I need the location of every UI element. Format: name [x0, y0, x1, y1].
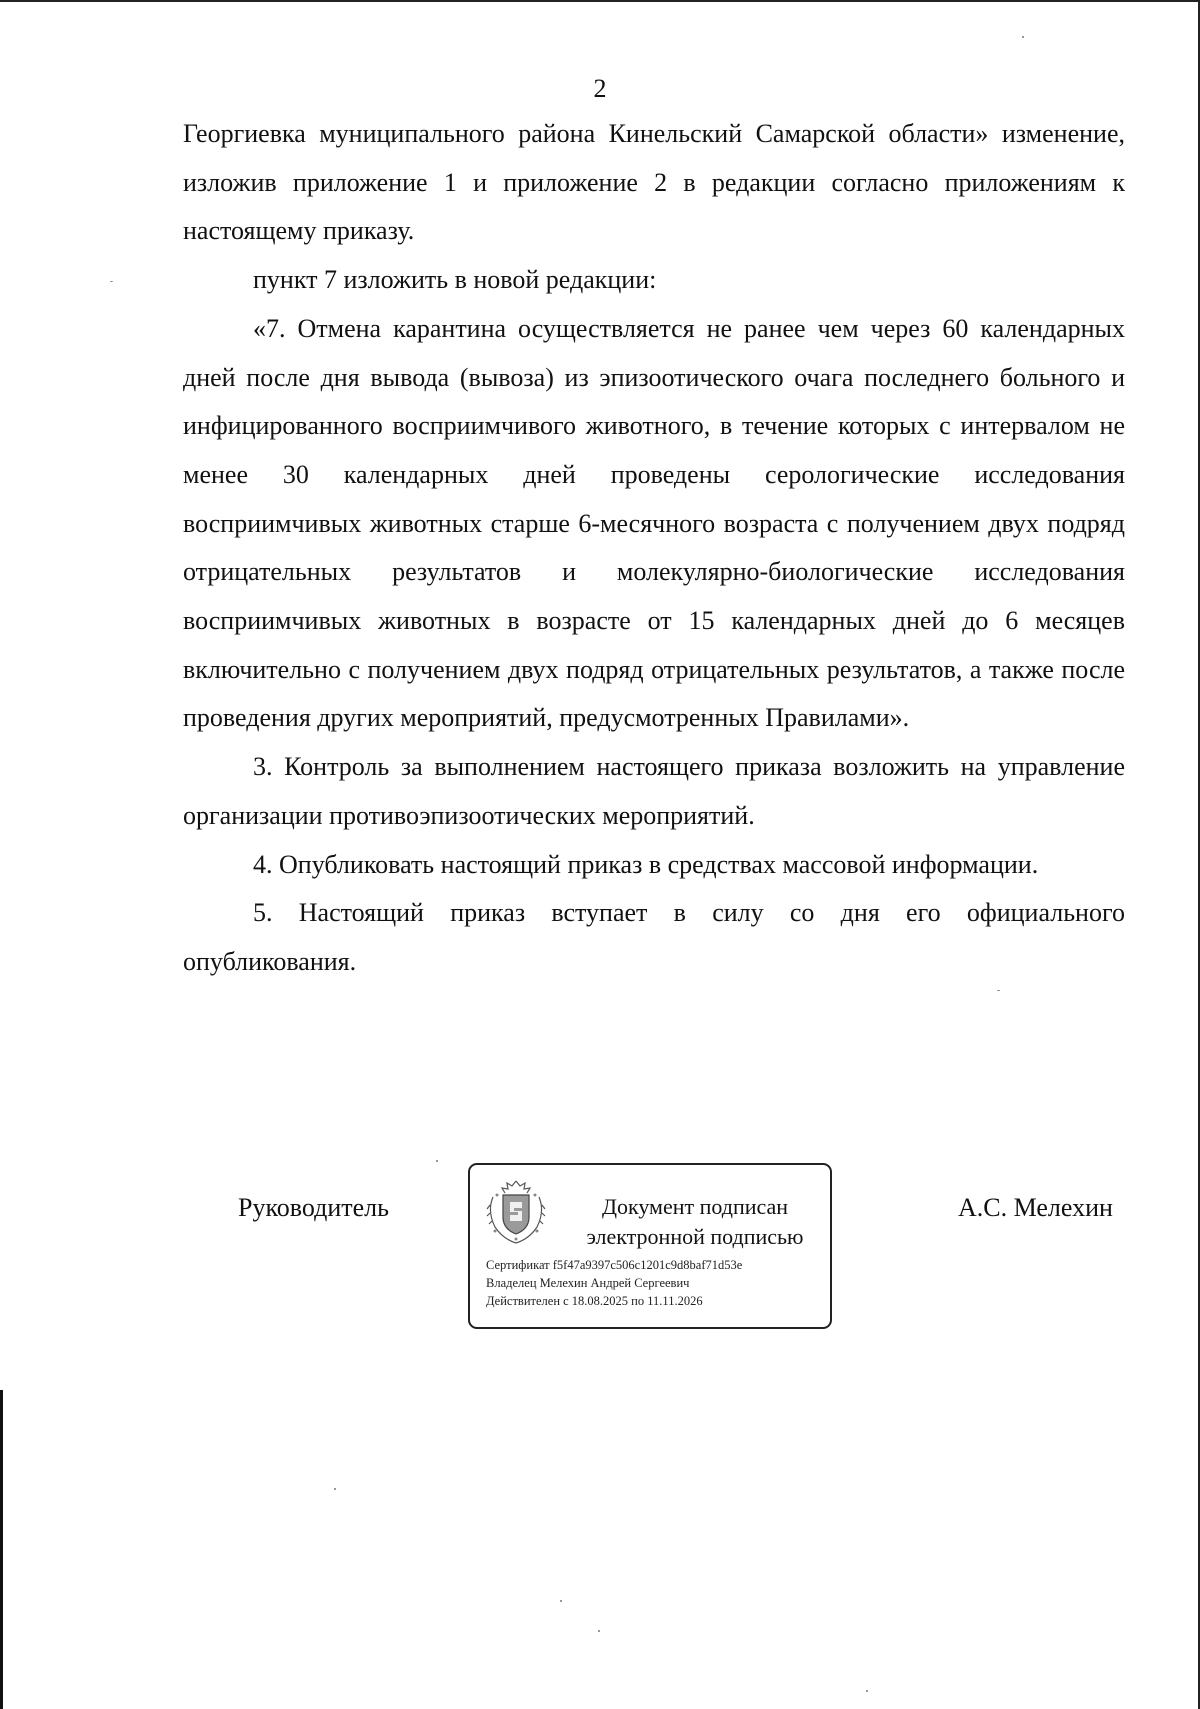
paragraph-4: 4. Опубликовать настоящий приказ в средствах массовой информации. — [253, 849, 1039, 879]
scan-speck — [110, 281, 113, 282]
coat-of-arms-icon — [485, 1175, 547, 1245]
stamp-title-line1: Документ подписан — [601, 1194, 789, 1219]
paragraph-intro: Георгиевка муниципального района Кинельский Самарской области» изменение, изложив приложение 1 и приложение 2 в редакции согласно приложениям к настоящему приказу. — [183, 119, 1125, 246]
signer-name: А.С. Мелехин — [958, 1193, 1113, 1222]
scan-speck — [334, 1488, 336, 1490]
paragraph-item-7-heading: пункт 7 изложить в новой редакции: — [253, 265, 657, 295]
paragraph-3: 3. Контроль за выполнением настоящего приказа возложить на управление организации противоэпизоотических мероприятий. — [183, 752, 1125, 830]
paragraph-item-7-text: «7. Отмена карантина осуществляется не ранее чем через 60 календарных дней после дня вывода (вывоза) из эпизоотического очага последнего больного и инфицированного восприимчивого животного, в течение которых с интервалом не менее 30 календарных дней проведены серологические исследования восприимчивых животных старше 6-месячного возраста с получением двух подряд отрицательных результатов и молекулярно-биологические исследования восприимчивых животных в возрасте от 15 календарных дней до 6 месяцев включительно с получением двух подряд отрицательных результатов, а также после проведения других мероприятий, предусмотренных Правилами». — [183, 313, 1125, 733]
electronic-signature-stamp — [468, 1163, 832, 1329]
paragraph-5: 5. Настоящий приказ вступает в силу со дня его официального опубликования. — [183, 898, 1125, 976]
scan-speck — [560, 1600, 562, 1602]
scan-border-top — [0, 0, 1200, 2]
stamp-title-line2: электронной подписью — [586, 1224, 804, 1249]
scan-speck — [598, 1630, 600, 1632]
scan-speck — [1022, 36, 1024, 38]
scan-speck — [436, 1160, 438, 1162]
stamp-certificate: Сертификат f5f47a9397c506c1201c9d8baf71d53e — [486, 1258, 743, 1272]
stamp-owner: Владелец Мелехин Андрей Сергеевич — [486, 1276, 690, 1290]
scan-speck — [866, 1690, 868, 1692]
document-body — [183, 110, 1125, 987]
page-number: 2 — [593, 74, 607, 103]
scan-border-left — [0, 1390, 3, 1709]
signer-title: Руководитель — [238, 1193, 389, 1222]
stamp-validity: Действителен с 18.08.2025 по 11.11.2026 — [486, 1294, 703, 1308]
scan-speck — [997, 990, 1000, 991]
